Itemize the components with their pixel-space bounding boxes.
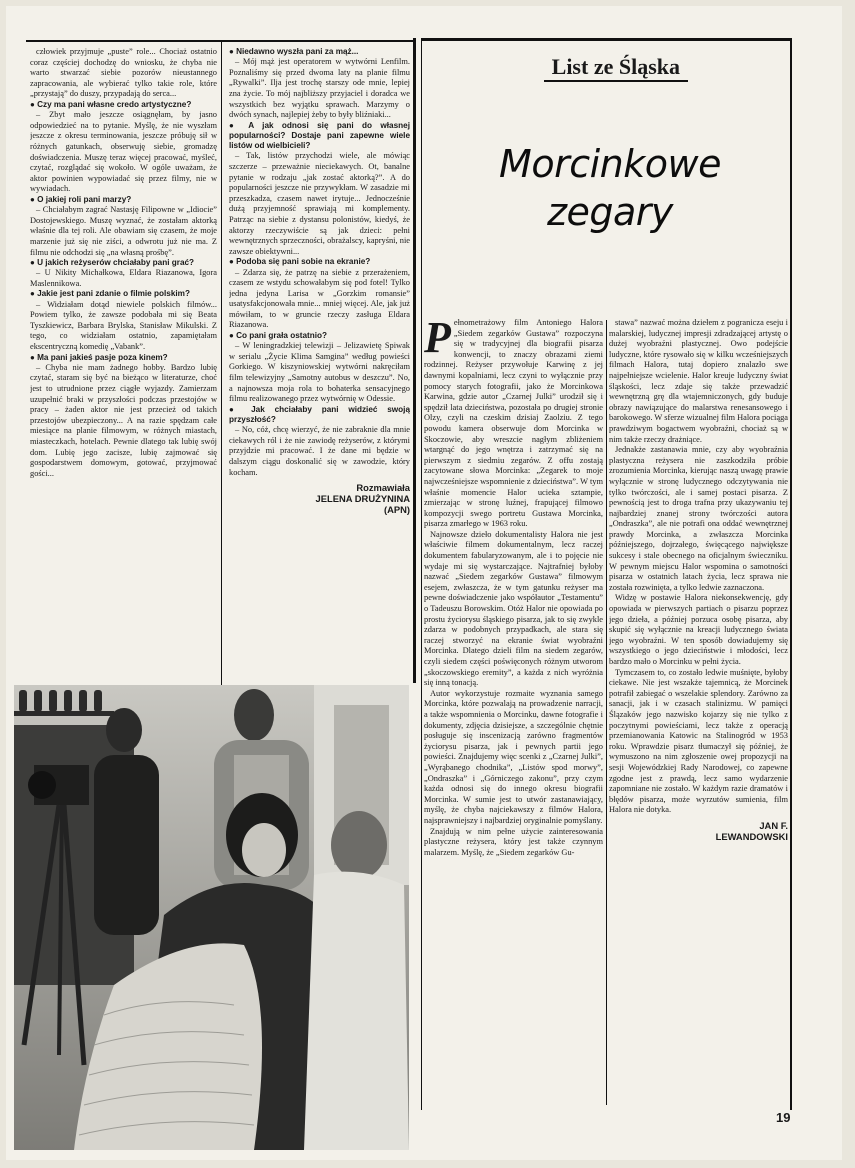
interview-answer: – Chyba nie mam żadnego hobby. Bardzo lubię czytać, staram się być na bieżąco w literaturze, choć jest to utrudnione przez ciągłe wyjazdy. Zamierzam uzupełnić braki w przyszłości podczas przestojów w pracy – żaden aktor nie jest przecież od takich przestojów ubezpieczony... A na razie spędzam całe miesiące na planie filmowym, w różnych miastach, miasteczkach, hotelach. Pewnie dlatego tak lubię swój dom. Lubię jego zacisze, lubię zajmować się gospodarstwem domowym, gotować, przyjmować gości... [30,362,217,478]
section-kicker [423,54,788,80]
interview-question: ● Podoba się pani sobie na ekranie? [229,257,410,267]
signature-agency: (APN) [383,504,410,516]
interview-question: ● Ma pani jakieś pasje poza kinem? [30,353,217,363]
interview-question: ● Jakie jest pani zdanie o filmie polskim? [30,289,217,299]
article-frame-right [790,38,792,1110]
interview-column-1 [30,47,217,687]
article-paragraph: stawa” nazwać można dziełem z pogranicza eseju i malarskiej, ludycznej impresji zdradzającej artystę o dużej wyobraźni plastycznej. Owo podejście ludyczne, które rysowało się w kilku wcześniejszych filmach Halora, tutaj dopiero znalazło swe najpełniejsze wcielenie. Halor kreuje ludyczny świat śląskości, lecz zdaje się także przewadzić wewnętrzną grę dla wtajemniczonych, gdy buduje obrazy nawiązujące do malarstwa renesansowego i barokowego. W sferze wizualnej film Halora pociąga prawdziwym bogactwem wyobraźni, chociaż są w nim także rzeczy drażniące. [609,318,788,444]
kicker-text: List ze Śląska [544,54,688,82]
article-column-1 [424,318,603,1108]
page-number: 19 [776,1110,791,1125]
article-column-divider [606,320,607,1105]
article-headline [430,140,790,236]
article-paragraph: Jednakże zastanawia mnie, czy aby wyobraźnia plastyczna reżysera nie zaszkodziła próbie zrozumienia Morcinka, kierując naszą uwagę prawie wyłącznie w stronę ludycznego odczytywania nie tylko twórczości, ale i samej postaci pisarza. Z pewnością jest to droga trafna przy ukazywaniu tej najbardziej znanej strony twórczości autora „Ondraszka”, ale nie potrafi ona oddać wewnętrznej prawdy Morcinka, a zwłaszcza Morcinka późniejszego, dojrzałego, święcącego największe sukcesy i stale obecnego na oficjalnym świeczniku. W pewnym miejscu Halor wspomina o samotności pisarza w ostatnich latach życia, lecz sprawa nie została rozwinięta, a tylko ledwie zaznaczona. [609,445,788,592]
interview-answer: człowiek przyjmuje „puste” role... Chociaż ostatnio coraz częściej dochodzę do wniosku, że chyba nie warto stwarzać siebie pozorów nieustannego zapracowania, ale wybierać tylko takie role, które „przystają” do duszy, przypadają do serca... [30,47,217,99]
interview-signature [229,482,410,515]
film-set-photo [14,685,409,1150]
article-paragraph: Najnowsze dzieło dokumentalisty Halora nie jest właściwie filmem dokumentalnym, lecz raczej dokumentem fabularyzowanym, ale i to pojęcie nie wydaje mi się wystarczające. Najtrafniej byłoby nazwać „Siedem zegarków Gustawa” filmowym esejem, zwłaszcza, że w tym gatunku reżyser ma pewne doświadczenie jako współautor „Testamentu” o Tadeuszu Borowskim. Otóż Halor nie opowiada po prostu życiorysu śląskiego pisarza, jak to się zwykle zdarza w podobnych przypadkach, ale stara się raczej stworzyć na ekranie świat wyobraźni Morcinka. Dlatego dzieli film na siedem zegarów, czyli siedem części poświęconych różnym utworom „skoczowskiego eremity”, a każda z nich wyróżnia się inną tonacją. [424,529,603,688]
column-divider-thick [413,38,416,683]
interview-question: ● U jakich reżyserów chciałaby pani grać? [30,258,217,268]
top-rule [26,40,414,42]
interview-question: ● Jak chciałaby pani widzieć swoją przyszłość? [229,405,410,425]
interview-answer: – U Nikity Michałkowa, Eldara Riazanowa, Igora Maslennikowa. [30,268,217,288]
top-rule-right [421,38,791,41]
film-set-photo-drawing [14,685,409,1150]
interview-answer: – Chciałabym zagrać Nastasję Filipowne w „Idiocie” Dostojewskiego. Muszę wyznać, że zostałam aktorką właśnie dla tej roli. Ale obawiam się czasem, że moje marzenie już się nie ziści, a odwrotu już nie ma. Z filmu nie odchodzi się „na własną prośbę”. [30,205,217,257]
article-paragraph: Znajdują w nim pełne użycie zainteresowania plastyczne reżysera, który jest także czynnym malarzem. Myślę, że „Siedem zegarków Gu- [424,826,603,857]
author-name: JAN F. [759,819,788,831]
interview-answer: – Mój mąż jest operatorem w wytwórni Lenfilm. Poznaliśmy się przed dwoma laty na planie filmu „Rywalki”. Ilja jest trochę starszy ode mnie, lepiej zna życie. To mój najbliższy przyjaciel i doradca we wszystkich bez wyjątku sprawach. Marzymy o dwóch synach, najlepiej żeby to były bliźniaki... [229,57,410,120]
lead-text: ełnometrażowy film Antoniego Halora „Siedem zegarków Gustawa” rozpoczyna się w tradycyjnej dla biografii pisarza konwencji, to znaczy obrazami ziemi rodzinnej. Reżyser przywołuje Karwinę z jej dawnymi kopalniami, lecz czyni to wyłącznie przy pomocy starych fotografii, jako że Morcinkowa Karwina, gdzie autor „Czarnej Julki” urodził się i spędził lata dzieciństwa, pozostała po drugiej stronie Olzy, czyli na czeskim dzisiaj Zaolziu. Z tego powodu kamera obserwuje dom Morcinka w Skoczowie, aby wreszcie nagłym zbliżeniem wtargnąć do jego wnętrza i zatrzymać się na pierwszym z siedmiu zegarów. Z offu zostają zacytowane słowa Morcinka: „Zegarek to moje najwcześniejsze wspomnienie z dzieciństwa”. W tym właśnie momencie Halor ucieka sztampie, zmierzając w stronę luźnej, frapującej filmowo kompozycji swego portretu Gustawa Morcinka, pisarza zmarłego w 1963 roku. [424,318,603,529]
interview-question: ● O jakiej roli pani marzy? [30,195,217,205]
interview-answer: – W leningradzkiej telewizji – Jelizawietę Spiwak w serialu „Życie Klima Samgina” według powieści Gorkiego. W kiszyniowskiej wytwórni nakręciłam film telewizyjny „Samotny autobus w deszczu”. No, a najnowsza moja rola to bohaterka sensacyjnego filmu realizowanego przez wytwórnię w Odessie. [229,341,410,404]
signature-label: Rozmawiała [356,482,410,494]
headline-line-2: zegary [547,190,673,234]
article-paragraph: Autor wykorzystuje rozmaite wyznania samego Morcinka, które pozwalają na prowadzenie narracji, a także wspomnienia o Morcinku, dawne fotografie i dokumenty, zdjęcia dzisiejsze, a szczególnie chętnie posługuje się inscenizacją zarówno fragmentów życiorysu pisarza, jak i pewnych partii jego powieści. Znajdujemy więc scenki z „Czarnej Julki”, „Wyrąbanego chodnika”, „Listów spod morwy”, „Ondraszka” i „Górniczego zakonu”, przy czym każda odnosi się do innego okresu biografii Morcinka. W sumie jest to utwór zastanawiający, myślę, że chyba najciekawszy z filmów Halora, najsprawniejszy i najbardziej oryginalnie pomyślany. [424,688,603,825]
interview-answer: – Zdarza się, że patrzę na siebie z przerażeniem, czasem ze wstydu schowałabym się pod fotel! Tylko jedna jedyna Larisa w „Gorzkim romansie” usatysfakcjonowała mnie... mniej więcej. Ale, jak już mówiłam, to w gruncie rzeczy zasługa Eldara Riazanowa. [229,267,410,330]
interview-answer: – No, cóż, chcę wierzyć, że nie zabraknie dla mnie ciekawych ról i że nie zawiodę reżyserów, z którymi przyjdzie mi pracować. I że dane mi będzie w dalszym ciągu doskonalić się w zawodzie, który kocham. [229,425,410,477]
interview-answer: – Zbyt mało jeszcze osiągnęłam, by jasno odpowiedzieć na to pytanie. Myślę, że nie wyszłam jeszcze z okresu terminowania, jeszcze próbuję sił w różnych gatunkach, obserwuję siebie, gromadzę doświadczenia. Muszę teraz więcej pracować, myśleć, czytać, rozglądać się wokoło. W ogóle uważam, że aktor powinien wypowiadać się przez filmy, nie w wywiadach. [30,110,217,194]
interview-question: ● Niedawno wyszła pani za mąż... [229,47,410,57]
article-column-2 [609,318,788,1108]
article-frame-left [421,38,422,1110]
interview-column-2 [229,47,410,687]
article-lead-paragraph [424,318,603,530]
article-paragraph: Widzę w postawie Halora niekonsekwencję, gdy opowiada w pierwszych partiach o pisarzu poprzez jego dzieła, a później porzuca osobę pisarza, aby skupić się wyłącznie na kreacji ludycznego świata jego wyobraźni. W ten sposób dowiadujemy się wszystkiego o jego dzieciństwie i młodości, lecz bardzo mało o Morcinku w pełni życia. [609,593,788,666]
signature-name: JELENA DRUŻYNINA [315,493,410,505]
interview-question: ● Czy ma pani własne credo artystyczne? [30,100,217,110]
interview-answer: – Widziałam dotąd niewiele polskich filmów... Powiem tylko, że zawsze podobała mi się Beata Tyszkiewicz, Barbara Brylska, Stanisław Mikulski. Z tego, co widziałam ostatnio, zapamiętałam ekscentryczną komedię „Vabank”. [30,299,217,352]
article-paragraph: Tymczasem to, co zostało ledwie muśnięte, byłoby ciekawe. Nie jest wszakże tajemnicą, że Morcinek potrafił zabiegać o wszelakie splendory. Zarówno za sanacji, jak i w czasach stalinizmu. W pamięci Ślązaków jego nazwisko kojarzy się nie tylko z poczytnymi powieściami, lecz także z operacją przemianowania Katowic na Stalinogród w 1953 roku. Wprawdzie pisarz tłumaczył się później, że wymuszono na nim zgłoszenie owej propozycji na sesji Wojewódzkiej Rady Narodowej, co zapewne zgodne jest z prawdą, lecz samo wydarzenie zapomniane nie zostało. W każdym razie dramatów i błędów pisarza, może wyrzutów sumienia, film Halora nie dotyka. [609,667,788,815]
headline-line-1: Morcinkowe [499,142,721,186]
column-divider [221,42,222,687]
drop-cap: P [424,318,451,362]
interview-answer: – Tak, listów przychodzi wiele, ale mówiąc szczerze – przeważnie nieciekawych. Ot, banalne pytanie w rodzaju „jak zostać aktorką?”. A do popularności jeszcze nie przywykłam. W zasadzie mi przeszkadza, czasem nawet irytuje... Jednocześnie dużą przyjemność sprawiają mi komplementy. Patrząc na siebie z dystansu polonistów, kiedyś, że aktorzy rzeczywiście są jak dzieci: pełni wewnętrznych sprzeczności, obrażalscy, kapryśni, nie zawsze obiektywni... [229,151,410,256]
interview-question: ● Co pani grała ostatnio? [229,331,410,341]
article-signature [609,820,788,842]
interview-question: ● A jak odnosi się pani do własnej popularności? Dostaje pani zapewne wiele listów od wielbicieli? [229,121,410,152]
author-surname: LEWANDOWSKI [715,830,788,842]
